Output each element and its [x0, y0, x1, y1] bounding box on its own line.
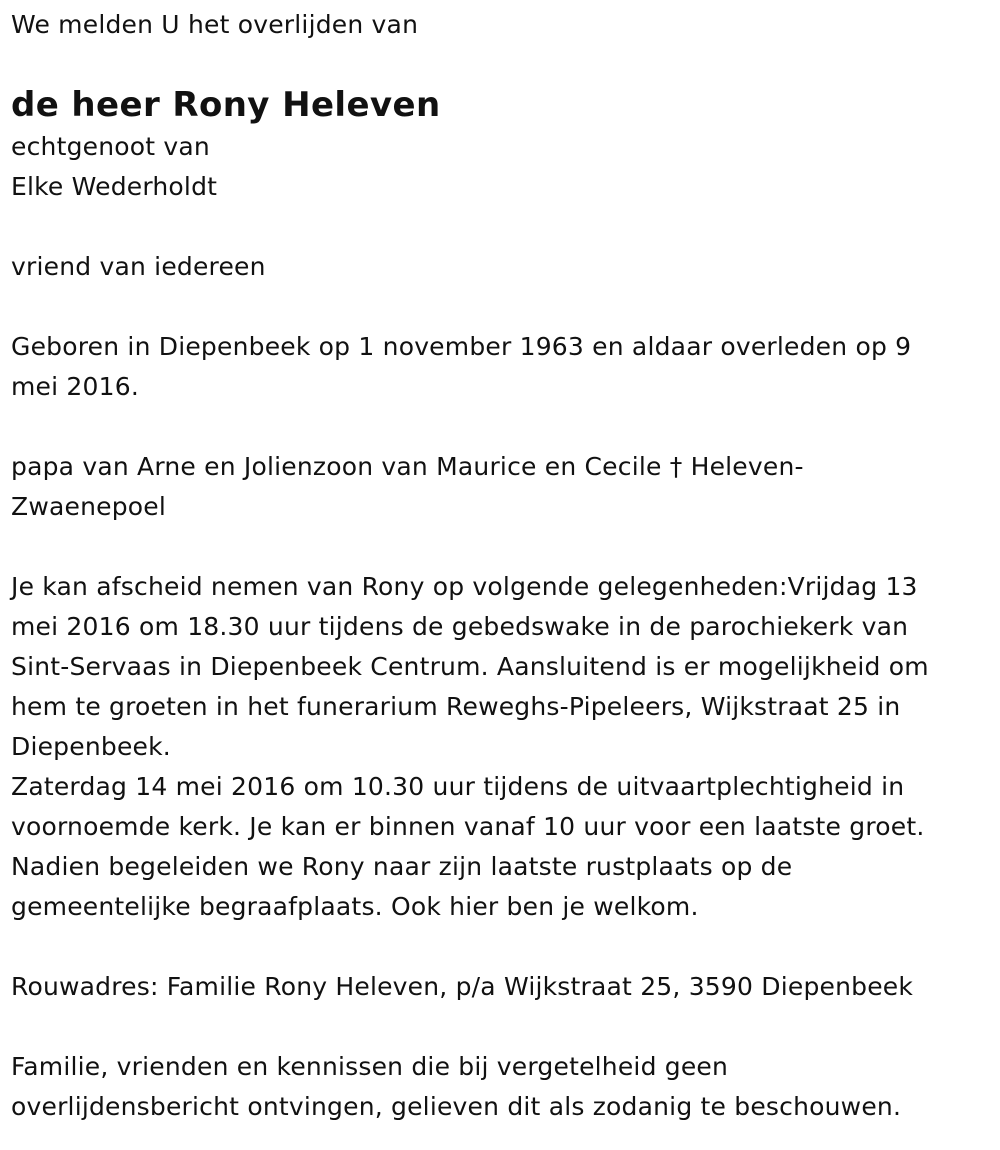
intro-text: We melden U het overlijden van	[11, 10, 419, 39]
spouse-label: echtgenoot van	[11, 132, 210, 161]
closing-paragraph	[11, 1047, 986, 1127]
mourning-address: Rouwadres: Familie Rony Heleven, p/a Wijkstraat 25, 3590 Diepenbeek	[11, 972, 914, 1001]
spouse-name: Elke Wederholdt	[11, 172, 218, 201]
paragraph-line: gemeentelijke begraafplaats. Ook hier ben je welkom.	[11, 892, 699, 921]
paragraph-line: Zaterdag 14 mei 2016 om 10.30 uur tijdens de uitvaartplechtigheid in	[11, 772, 905, 801]
paragraph-line: Je kan afscheid nemen van Rony op volgende gelegenheden:Vrijdag 13	[11, 572, 918, 601]
paragraph-line: Diepenbeek.	[11, 732, 171, 761]
friend-text: vriend van iedereen	[11, 252, 266, 281]
paragraph-line: papa van Arne en Jolienzoon van Maurice en Cecile † Heleven-	[11, 452, 804, 481]
deceased-name: de heer Rony Heleven	[11, 85, 441, 125]
paragraph-line: Familie, vrienden en kennissen die bij vergetelheid geen	[11, 1052, 729, 1081]
family-paragraph	[11, 447, 986, 527]
paragraph-line: overlijdensbericht ontvingen, gelieven dit als zodanig te beschouwen.	[11, 1092, 902, 1121]
death-notice	[11, 0, 986, 1127]
paragraph-line: Geboren in Diepenbeek op 1 november 1963 en aldaar overleden op 9	[11, 332, 912, 361]
birth-death-paragraph	[11, 327, 986, 407]
paragraph-line: mei 2016 om 18.30 uur tijdens de gebedswake in de parochiekerk van	[11, 612, 909, 641]
paragraph-line: hem te groeten in het funerarium Reweghs-Pipeleers, Wijkstraat 25 in	[11, 692, 901, 721]
paragraph-line: Zwaenepoel	[11, 492, 166, 521]
paragraph-line: mei 2016.	[11, 372, 139, 401]
paragraph-line: Sint-Servaas in Diepenbeek Centrum. Aansluitend is er mogelijkheid om	[11, 652, 929, 681]
paragraph-line: voornoemde kerk. Je kan er binnen vanaf 10 uur voor een laatste groet.	[11, 812, 925, 841]
paragraph-line: Nadien begeleiden we Rony naar zijn laatste rustplaats op de	[11, 852, 793, 881]
farewell-paragraph	[11, 567, 986, 927]
